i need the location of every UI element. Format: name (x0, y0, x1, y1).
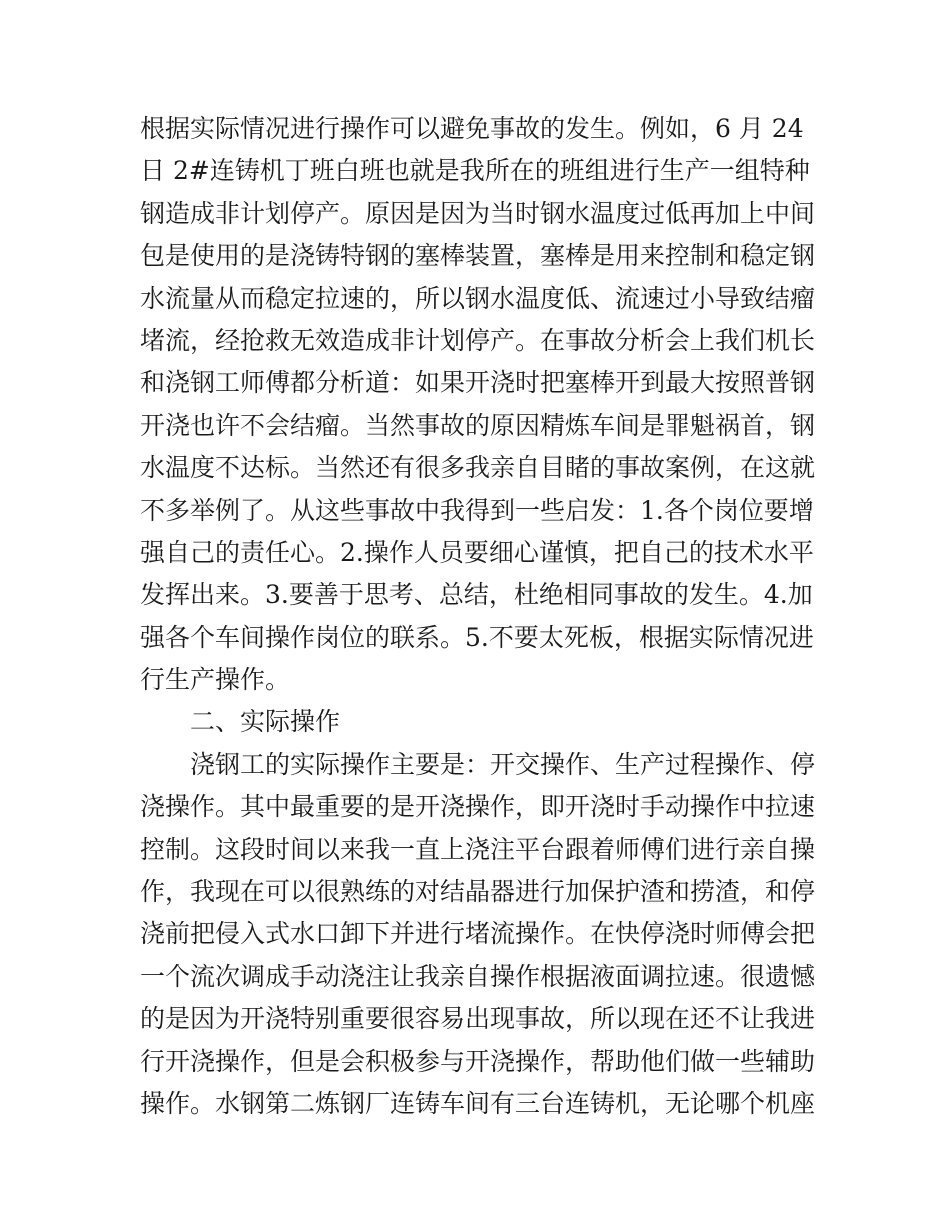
paragraph-line: 钢造成非计划停产。原因是因为当时钢水温度过低再加上中间 (140, 198, 816, 228)
paragraph-line: 水流量从而稳定拉速的，所以钢水温度低、流速过小导致结瘤 (140, 283, 816, 313)
paragraph-line: 作，我现在可以很熟练的对结晶器进行加保护渣和捞渣，和停 (140, 877, 816, 907)
paragraph-line: 控制。这段时间以来我一直上浇注平台跟着师傅们进行亲自操 (140, 834, 816, 864)
paragraph-line: 不多举例了。从这些事故中我得到一些启发：1.各个岗位要增 (140, 495, 814, 525)
paragraph-line: 水温度不达标。当然还有很多我亲自目睹的事故案例，在这就 (140, 453, 816, 483)
paragraph-line: 的是因为开浇特别重要很容易出现事故，所以现在还不让我进 (140, 1004, 816, 1034)
paragraph-line: 操作。水钢第二炼钢厂连铸车间有三台连铸机，无论哪个机座 (140, 1088, 816, 1118)
paragraph-line: 行开浇操作，但是会积极参与开浇操作，帮助他们做一些辅助 (140, 1046, 816, 1076)
paragraph-line: 和浇钢工师傅都分析道：如果开浇时把塞棒开到最大按照普钢 (140, 368, 816, 398)
paragraph-line: 行生产操作。 (140, 665, 291, 695)
paragraph-line: 开浇也许不会结瘤。当然事故的原因精炼车间是罪魁祸首，钢 (140, 410, 816, 440)
paragraph-line: 根据实际情况进行操作可以避免事故的发生。例如，6 月 24 (140, 114, 804, 143)
paragraph-line: 堵流，经抢救无效造成非计划停产。在事故分析会上我们机长 (140, 325, 816, 355)
paragraph-line: 日 2#连铸机丁班白班也就是我所在的班组进行生产一组特种 (140, 156, 810, 186)
document-body (140, 108, 820, 1125)
paragraph-line: 浇操作。其中最重要的是开浇操作，即开浇时手动操作中拉速 (140, 792, 816, 822)
paragraph-line: 发挥出来。3.要善于思考、总结，杜绝相同事故的发生。4.加 (140, 580, 813, 610)
paragraph-line: 浇钢工的实际操作主要是：开交操作、生产过程操作、停 (190, 749, 816, 779)
paragraph-line: 强各个车间操作岗位的联系。5.不要太死板，根据实际情况进 (140, 622, 814, 652)
paragraph-line: 强自己的责任心。2.操作人员要细心谨慎，把自己的技术水平 (140, 537, 814, 567)
paragraph-line: 浇前把侵入式水口卸下并进行堵流操作。在快停浇时师傅会把 (140, 919, 816, 949)
paragraph-line: 包是使用的是浇铸特钢的塞棒装置，塞棒是用来控制和稳定钢 (140, 241, 816, 271)
section-heading: 二、实际操作 (190, 707, 341, 737)
paragraph-line: 一个流次调成手动浇注让我亲自操作根据液面调拉速。很遗憾 (140, 961, 816, 991)
